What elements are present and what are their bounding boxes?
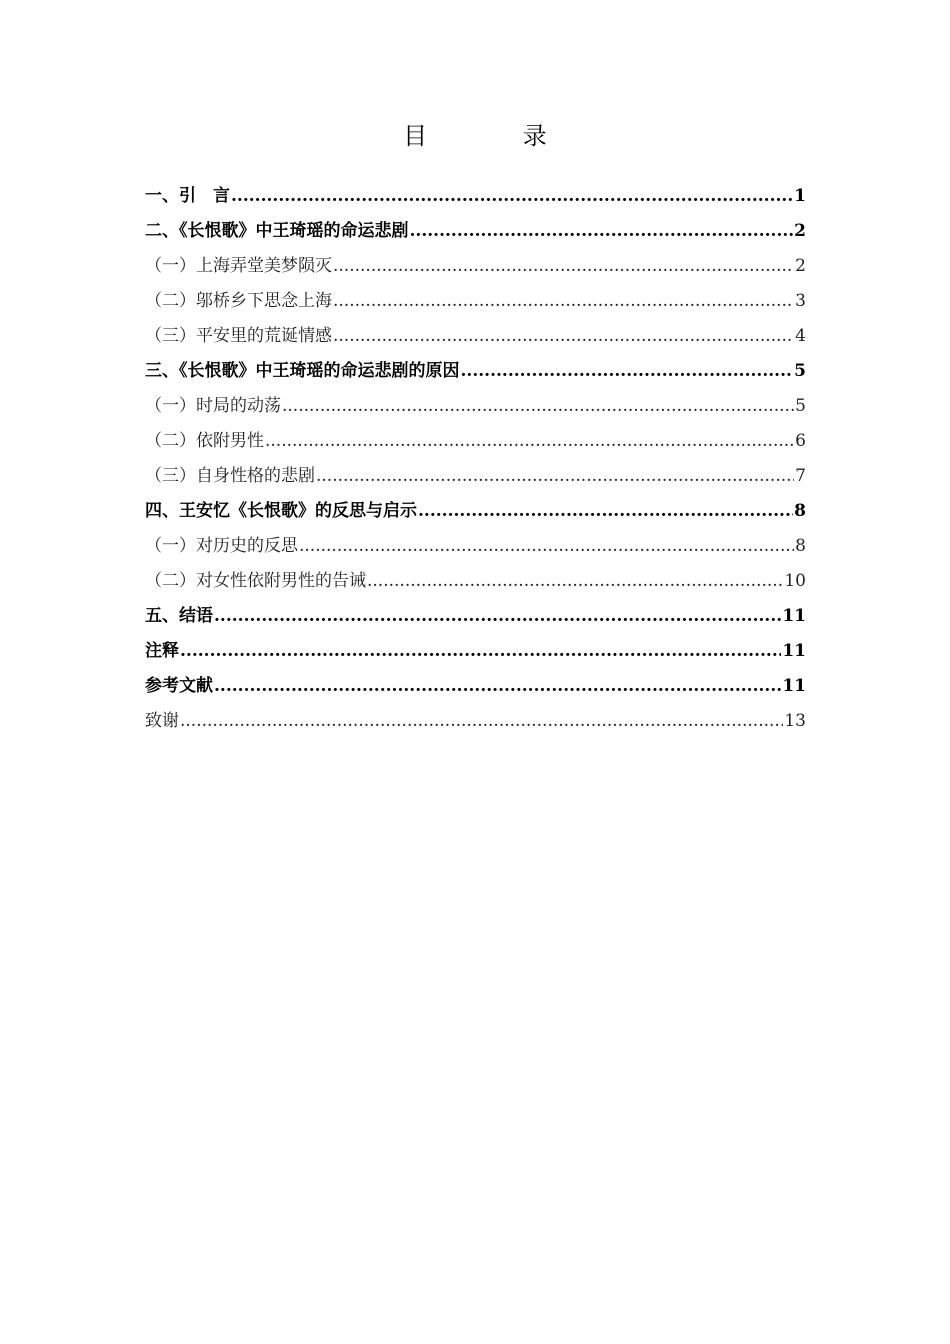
dot-leader: [461, 356, 794, 386]
toc-entry-page: 8: [795, 536, 806, 556]
dot-leader: [333, 321, 794, 351]
toc-entry-label: （二）邬桥乡下思念上海: [145, 291, 332, 311]
toc-entry-page: 6: [795, 431, 806, 451]
toc-entry-page: 8: [794, 501, 806, 521]
toc-entry-label: （三）平安里的荒诞情感: [145, 326, 332, 346]
dot-leader: [316, 461, 794, 491]
dot-leader: [367, 566, 783, 596]
toc-entry-label: 四、王安忆《长恨歌》的反思与启示: [145, 501, 417, 521]
toc-entry[interactable]: [145, 461, 806, 496]
toc-entry-label: （三）自身性格的悲剧: [145, 466, 315, 486]
toc-entry[interactable]: [145, 181, 806, 216]
toc-entry-page: 11: [782, 641, 806, 661]
dot-leader: [214, 601, 781, 631]
toc-entry-page: 4: [795, 326, 806, 346]
toc-entry[interactable]: [145, 286, 806, 321]
toc-entry[interactable]: [145, 566, 806, 601]
toc-entry[interactable]: [145, 601, 806, 636]
toc-entry[interactable]: [145, 356, 806, 391]
dot-leader: [265, 426, 794, 456]
toc-entry[interactable]: [145, 531, 806, 566]
dot-leader: [333, 286, 794, 316]
table-of-contents: [145, 181, 806, 741]
toc-entry-page: 10: [784, 571, 806, 591]
toc-entry-page: 5: [794, 361, 806, 381]
toc-entry[interactable]: [145, 706, 806, 741]
dot-leader: [299, 531, 794, 561]
toc-title: 目 录: [403, 122, 591, 150]
toc-entry-label: 参考文献: [145, 676, 213, 696]
toc-entry-label: 注释: [145, 641, 179, 661]
toc-entry-page: 11: [782, 606, 806, 626]
toc-entry-label: （一）对历史的反思: [145, 536, 298, 556]
toc-entry-page: 7: [795, 466, 806, 486]
toc-entry-page: 2: [794, 221, 806, 241]
dot-leader: [180, 706, 783, 736]
toc-entry-label: （一）上海弄堂美梦陨灭: [145, 256, 332, 276]
toc-entry[interactable]: [145, 671, 806, 706]
toc-entry-page: 13: [784, 711, 806, 731]
toc-entry-page: 1: [794, 186, 806, 206]
dot-leader: [333, 251, 794, 281]
toc-entry[interactable]: [145, 321, 806, 356]
toc-entry-label: （二）依附男性: [145, 431, 264, 451]
toc-entry[interactable]: [145, 636, 806, 671]
dot-leader: [231, 181, 793, 211]
toc-entry-label: 二、《长恨歌》中王琦瑶的命运悲剧: [145, 221, 409, 241]
toc-entry[interactable]: [145, 426, 806, 461]
toc-entry-label: 五、结语: [145, 606, 213, 626]
toc-entry-label: （一）时局的动荡: [145, 396, 281, 416]
toc-entry-page: 5: [795, 396, 806, 416]
toc-entry-label: （二）对女性依附男性的告诫: [145, 571, 366, 591]
dot-leader: [214, 671, 781, 701]
dot-leader: [282, 391, 794, 421]
toc-entry-label: 一、引 言: [145, 186, 230, 206]
toc-entry[interactable]: [145, 496, 806, 531]
toc-entry-label: 三、《长恨歌》中王琦瑶的命运悲剧的原因: [145, 361, 460, 381]
toc-entry[interactable]: [145, 251, 806, 286]
toc-entry-page: 11: [782, 676, 806, 696]
dot-leader: [410, 216, 794, 246]
toc-entry[interactable]: [145, 216, 806, 251]
toc-entry[interactable]: [145, 391, 806, 426]
toc-entry-label: 致谢: [145, 711, 179, 731]
dot-leader: [180, 636, 781, 666]
dot-leader: [418, 496, 793, 526]
toc-entry-page: 3: [795, 291, 806, 311]
toc-entry-page: 2: [795, 256, 806, 276]
